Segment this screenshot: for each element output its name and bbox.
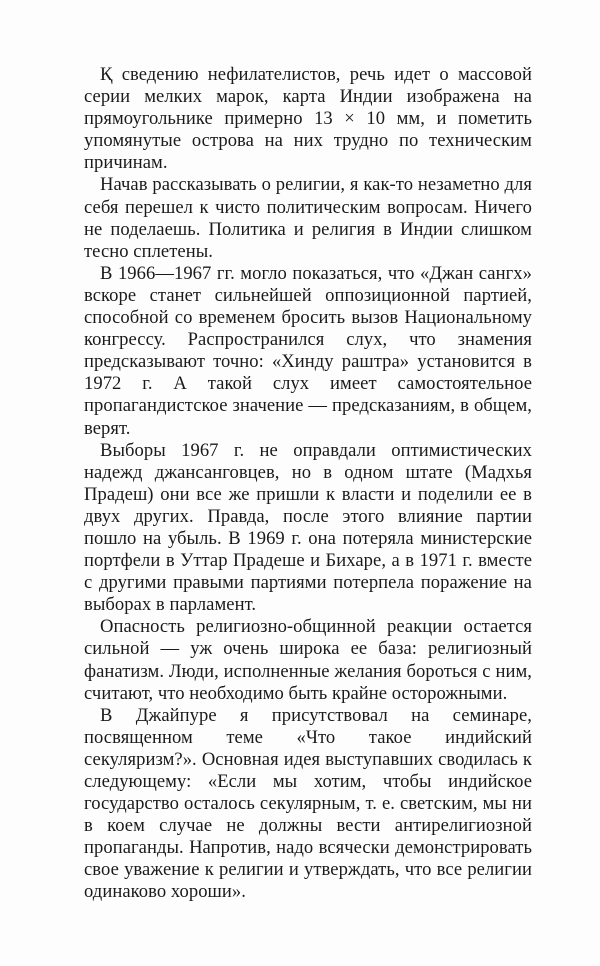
paragraph: В 1966—1967 гг. могло показаться, что «Джан сангх» вскоре станет сильнейшей оппозиционной партией, способной со временем бросить вызов Национальному конгрессу. Распространился слух, что знамения предсказывают точно: «Хинду раштра» установится в 1972 г. А такой слух имеет самостоятельное пропагандистское значение — предсказаниям, в общем, верят. [84, 262, 532, 439]
paragraph: Қ сведению нефилателистов, речь идет о массовой серии мелких марок, карта Индии изображена на прямоугольнике примерно 13 × 10 мм, и пометить упомянутые острова на них трудно по техническим причинам. [84, 64, 532, 174]
paragraph: Выборы 1967 г. не оправдали оптимистических надежд джансанговцев, но в одном штате (Мадхья Прадеш) они все же пришли к власти и поделили ее в двух других. Правда, после этого влияние партии пошло на убыль. В 1969 г. она потеряла министерские портфели в Уттар Прадеше и Бихаре, а в 1971 г. вместе с другими правыми партиями потерпела поражение на выборах в парламент. [84, 439, 532, 616]
paragraph: Опасность религиозно-общинной реакции остается сильной — уж очень широка ее база: религиозный фанатизм. Люди, исполненные желания бороться с ним, считают, что необходимо быть крайне осторожными. [84, 616, 532, 704]
paragraph: В Джайпуре я присутствовал на семинаре, посвященном теме «Что такое индийский секуляризм?». Основная идея выступавших сводилась к следующему: «Если мы хотим, чтобы индийское государство осталось секулярным, т. е. светским, мы ни в коем случае не должны вести антирелигиозной пропаганды. Напротив, надо всячески демонстрировать свое уважение к религии и утверждать, что все религии одинаково хороши». [84, 704, 532, 903]
paragraph: Начав рассказывать о религии, я как-то незаметно для себя перешел к чисто политическим вопросам. Ничего не поделаешь. Политика и религия в Индии слишком тесно сплетены. [84, 174, 532, 262]
body-text [84, 64, 532, 904]
